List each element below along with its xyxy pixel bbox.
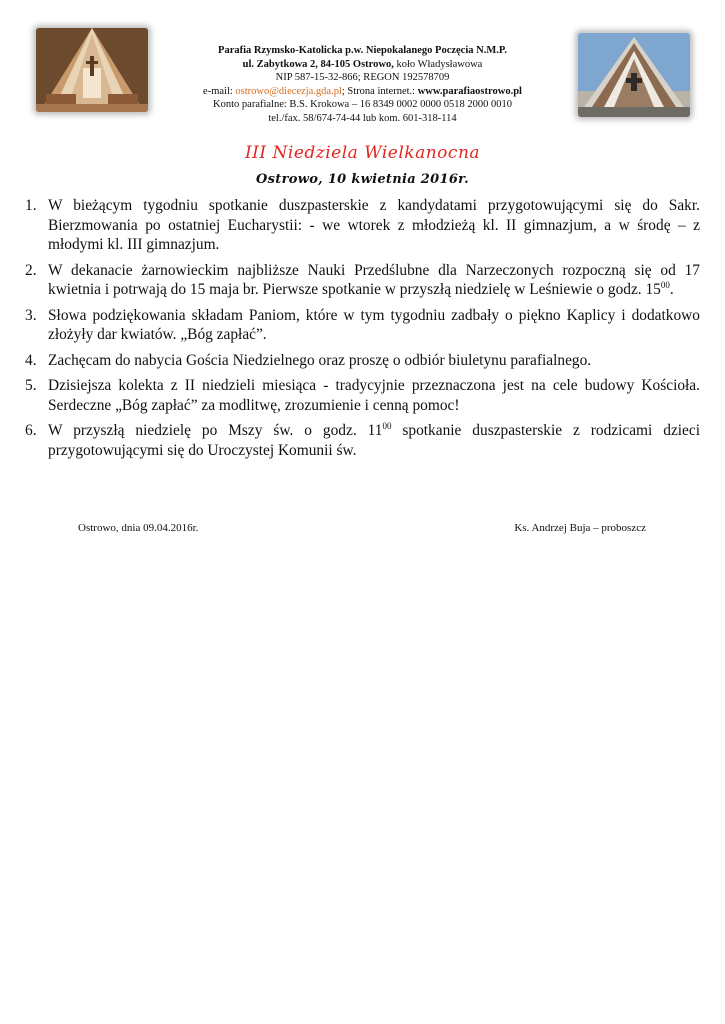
item-text-end: . (669, 281, 674, 298)
announcement-item (25, 351, 700, 371)
address-street: ul. Zabytkowa 2, 84-105 Ostrowo, (242, 58, 394, 70)
item-number: 1. (25, 197, 37, 214)
email-label: e-mail: (203, 85, 236, 97)
item-number: 6. (25, 422, 37, 439)
phone-numbers: tel./fax. 58/674-74-44 lub kom. 601-318-114 (268, 112, 457, 124)
announcement-item (25, 306, 700, 345)
time-superscript: 00 (382, 421, 392, 431)
parish-address (160, 58, 565, 72)
item-text: W dekanacie żarnowieckim najbliższe Nauki Przedślubne dla Narzeczonych rozpoczną się od 17 kwietnia i potrwają do 15 maja br. Pierwsze spotkanie w przyszłą niedzielę w Leśniewie o godz. 15 (48, 261, 700, 298)
announcement-item (25, 261, 700, 300)
announcement-item (25, 376, 700, 415)
item-number: 2. (25, 261, 37, 279)
email-link[interactable]: ostrowo@diecezja.gda.pl (235, 85, 342, 97)
contact-line (160, 85, 565, 99)
nip-regon: NIP 587-15-32-866; REGON 192578709 (275, 72, 450, 83)
bank-account: Konto parafialne: B.S. Krokowa – 16 8349 0002 0000 0518 2000 0010 (213, 99, 512, 110)
parish-name: Parafia Rzymsko-Katolicka p.w. Niepokalanego Poczęcia N.M.P. (218, 45, 507, 56)
time-superscript: 00 (660, 280, 670, 290)
item-text: Zachęcam do nabycia Gościa Niedzielnego oraz proszę o odbiór biuletynu parafialnego. (48, 351, 592, 369)
sunday-title: III Niedziela Wielkanocna (244, 143, 481, 163)
date-subtitle: Ostrowo, 10 kwietnia 2016r. (256, 172, 469, 187)
parish-contact-info (160, 44, 565, 125)
item-number: 3. (25, 306, 37, 324)
item-number: 5. (25, 377, 37, 394)
church-interior-photo (36, 28, 148, 112)
item-text-end: spotkanie duszpasterskie z rodzicami dzieci przygotowującymi się do Uroczystej Komunii św. (48, 422, 700, 459)
announcement-item (25, 421, 700, 460)
website-label: ; Strona internet.: (341, 85, 418, 97)
item-number: 4. (25, 351, 37, 369)
announcement-item (25, 196, 700, 255)
letterhead (0, 0, 725, 140)
footer-signature: Ks. Andrzej Buja – proboszcz (514, 522, 646, 534)
church-exterior-photo (578, 33, 690, 117)
item-text: W przyszłą niedzielę po Mszy św. o godz. 11 (48, 422, 383, 439)
address-locality: koło Władysławowa (393, 58, 483, 70)
announcements-list (25, 196, 700, 466)
item-text: W bieżącym tygodniu spotkanie duszpasterskie z kandydatami przygotowującymi się do Sakr. Bierzmowania po ostatniej Eucharystii: - we wtorek z młodzieżą kl. II gimnazjum, a w środę – z młodymi kl. III gimnazjum. (48, 197, 700, 253)
website-link[interactable]: www.parafiaostrowo.pl (417, 85, 522, 97)
footer-place-date: Ostrowo, dnia 09.04.2016r. (78, 522, 199, 534)
item-text: Dzisiejsza kolekta z II niedzieli miesiąca - tradycyjnie przeznaczona jest na cele budowy Kościoła. Serdeczne „Bóg zapłać” za modlitwę, zrozumienie i cenną pomoc! (48, 377, 700, 414)
item-text: Słowa podziękowania składam Paniom, które w tym tygodniu zadbały o piękno Kaplicy i dodatkowo złożyły dar kwiatów. „Bóg zapłać”. (48, 306, 700, 343)
